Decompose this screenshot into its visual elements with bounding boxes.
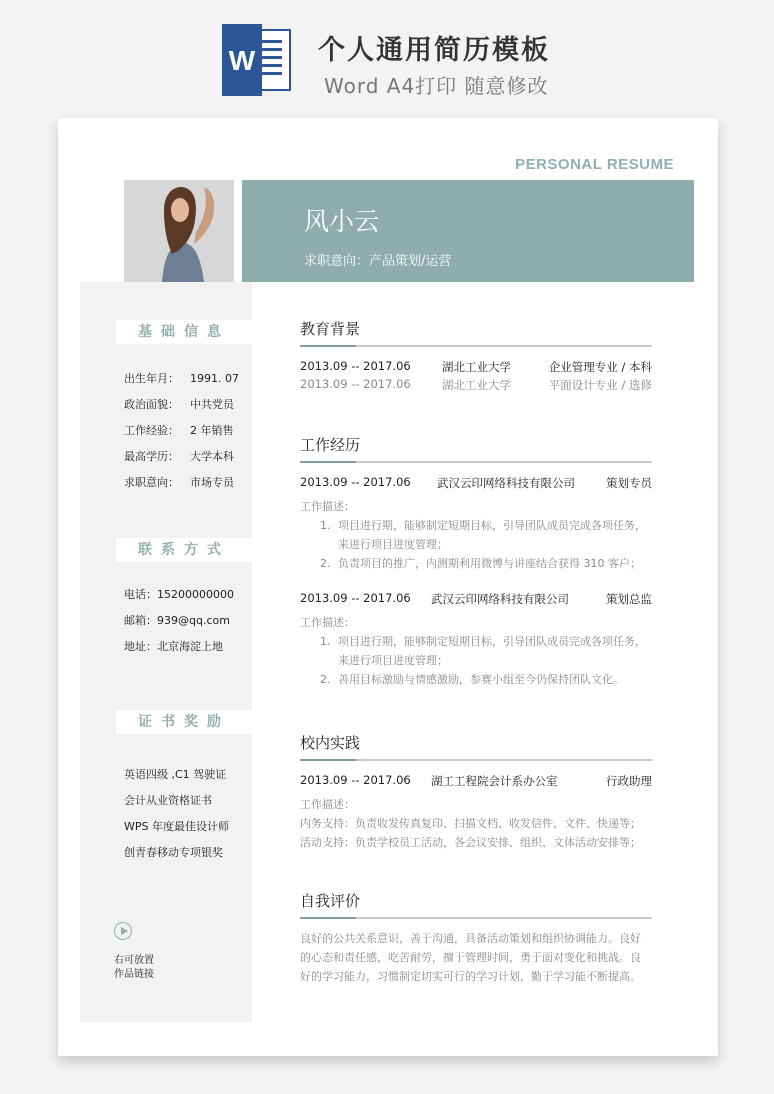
left-sidebar (80, 282, 252, 1022)
logo-letter: W (228, 45, 256, 76)
certificate-item: 创青春移动专项银奖 (124, 846, 223, 859)
job-objective: 求职意向：产品策划/运营 (304, 254, 452, 269)
contact-address: 地址：北京海淀上地 (124, 640, 223, 653)
list-item: 1. 项目进行期，能够制定短期目标，引导团队成员完成各项任务， 来进行项目进度管理； (320, 519, 646, 551)
list-item: 2. 善用目标激励与情感激励，参赛小组至今仍保持团队文化。 (320, 673, 624, 686)
self-eval-title: 自我评价 (300, 892, 361, 910)
contact-heading: 联系方式 (116, 538, 252, 562)
resume-paper (58, 118, 718, 1056)
campus-desc-line: 活动支持：负责学校员工活动，各会议安排、组织、文体活动安排等； (300, 836, 641, 849)
education-section (300, 318, 652, 395)
campus-header: 2013.09 -- 2017.06 湖工工程院会计系办公室 行政助理 (300, 773, 652, 788)
basic-info-item: 最高学历： 大学本科 (124, 450, 234, 463)
contact-phone: 电话：15200000000 (124, 588, 234, 601)
basic-info-heading: 基础信息 (116, 320, 252, 344)
works-link-note[interactable]: 右可放置 作品链接 (114, 955, 154, 980)
page-title: 个人通用简历模板 (318, 35, 550, 66)
job-duty-list (300, 632, 652, 689)
campus-section (300, 732, 652, 852)
section-rule (300, 461, 652, 463)
section-rule (300, 345, 652, 347)
campus-title: 校内实践 (300, 734, 361, 752)
basic-info-item: 工作经验： 2 年销售 (124, 424, 234, 437)
candidate-name: 风小云 (304, 207, 380, 236)
certificate-item: 会计从业资格证书 (124, 794, 212, 807)
job-header: 2013.09 -- 2017.06 武汉云印网络科技有限公司 策划总监 (300, 591, 652, 606)
page-subtitle: Word A4打印 随意修改 (324, 74, 549, 98)
avatar (124, 180, 234, 282)
campus-desc-label: 工作描述： (300, 798, 355, 811)
job-header: 2013.09 -- 2017.06 武汉云印网络科技有限公司 策划专员 (300, 475, 652, 490)
job-duty-list (300, 516, 652, 573)
banner-tag: PERSONAL RESUME (515, 156, 674, 173)
play-circle-icon[interactable] (114, 922, 132, 940)
work-section (300, 434, 652, 689)
campus-desc-line: 内务支持：负责收发传真复印、扫描文档、收发信件、文件、快递等； (300, 817, 641, 830)
education-row: 2013.09 -- 2017.06 湖北工业大学 企业管理专业 / 本科 (300, 359, 652, 374)
section-rule (300, 759, 652, 761)
contact-email: 邮箱：939@qq.com (124, 614, 230, 627)
list-item: 1. 项目进行期，能够制定短期目标，引导团队成员完成各项任务， 来进行项目进度管理； (320, 635, 646, 667)
education-row: 2013.09 -- 2017.06 湖北工业大学 平面设计专业 / 选修 (300, 377, 652, 392)
basic-info-item: 政治面貌： 中共党员 (124, 398, 234, 411)
education-title: 教育背景 (300, 320, 361, 338)
basic-info-item: 求职意向： 市场专员 (124, 476, 234, 489)
job-desc-label: 工作描述： (300, 616, 355, 629)
certificate-item: 英语四级 ,C1 驾驶证 (124, 768, 227, 781)
certificate-item: WPS 年度最佳设计师 (124, 820, 229, 833)
list-item: 2. 负责项目的推广，内测期利用微博与讲座结合获得 310 客户； (320, 557, 641, 570)
section-rule (300, 917, 652, 919)
self-eval-text: 良好的公共关系意识，善于沟通，具备活动策划和组织协调能力。良好 的心态和责任感，吃苦耐劳，擅于管理时间，勇于面对变化和挑战。良 好的学习能力，习惯制定切实可行的学习计划，勤于学习能不断提高。 (300, 932, 641, 983)
job-desc-label: 工作描述： (300, 500, 355, 513)
basic-info-item: 出生年月： 1991. 07 (124, 372, 239, 385)
self-eval-section (300, 890, 652, 986)
work-title: 工作经历 (300, 436, 361, 454)
name-band (242, 180, 694, 282)
word-logo-icon (222, 24, 294, 96)
certificates-heading: 证书奖励 (116, 710, 252, 734)
top-header (0, 0, 774, 108)
